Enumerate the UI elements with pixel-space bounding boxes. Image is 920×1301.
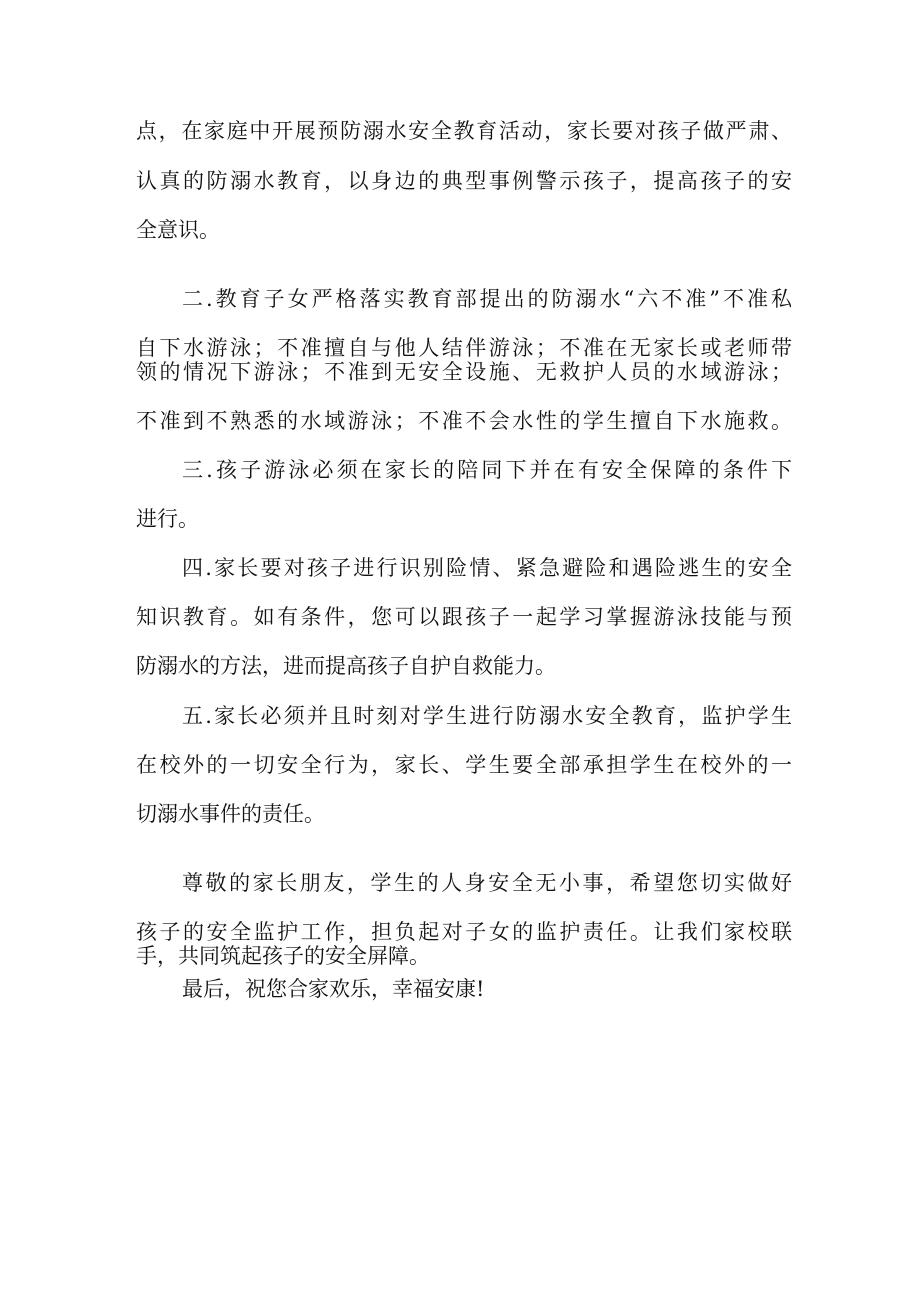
text-line: 尊敬的家长朋友，学生的人身安全无小事，希望您切实做好 xyxy=(182,871,792,895)
text-line: 四.家长要对孩子进行识别险情、紧急避险和遇险逃生的安全 xyxy=(182,556,792,580)
text-line: 防溺水的方法，进而提高孩子自护自救能力。 xyxy=(136,654,556,678)
text-line: 领的情况下游泳；不准到无安全设施、无救护人员的水域游泳； xyxy=(136,360,792,384)
text-line: 全意识。 xyxy=(136,218,220,242)
text-line: 切溺水事件的责任。 xyxy=(136,802,325,826)
text-line: 进行。 xyxy=(136,507,199,531)
text-line: 孩子的安全监护工作，担负起对子女的监护责任。让我们家校联 xyxy=(136,920,792,944)
text-line: 二.教育子女严格落实教育部提出的防溺水“六不准”不准私 xyxy=(182,287,792,311)
text-line: 自下水游泳；不准擅自与他人结伴游泳；不准在无家长或老师带 xyxy=(136,336,792,360)
text-line: 三.孩子游泳必须在家长的陪同下并在有安全保障的条件下 xyxy=(182,458,792,482)
text-line: 不准到不熟悉的水域游泳；不准不会水性的学生擅自下水施救。 xyxy=(136,409,792,433)
text-line: 手，共同筑起孩子的安全屏障。 xyxy=(136,944,430,968)
text-line: 五.家长必须并且时刻对学生进行防溺水安全教育，监护学生 xyxy=(182,704,792,728)
text-line: 认真的防溺水教育，以身边的典型事例警示孩子，提高孩子的安 xyxy=(136,169,792,193)
text-line: 在校外的一切安全行为，家长、学生要全部承担学生在校外的一 xyxy=(136,753,792,777)
text-line: 最后，祝您合家欢乐，幸福安康! xyxy=(182,977,485,1001)
text-line: 知识教育。如有条件，您可以跟孩子一起学习掌握游泳技能与预 xyxy=(136,605,792,629)
text-line: 点，在家庭中开展预防溺水安全教育活动，家长要对孩子做严肃、 xyxy=(136,119,792,143)
